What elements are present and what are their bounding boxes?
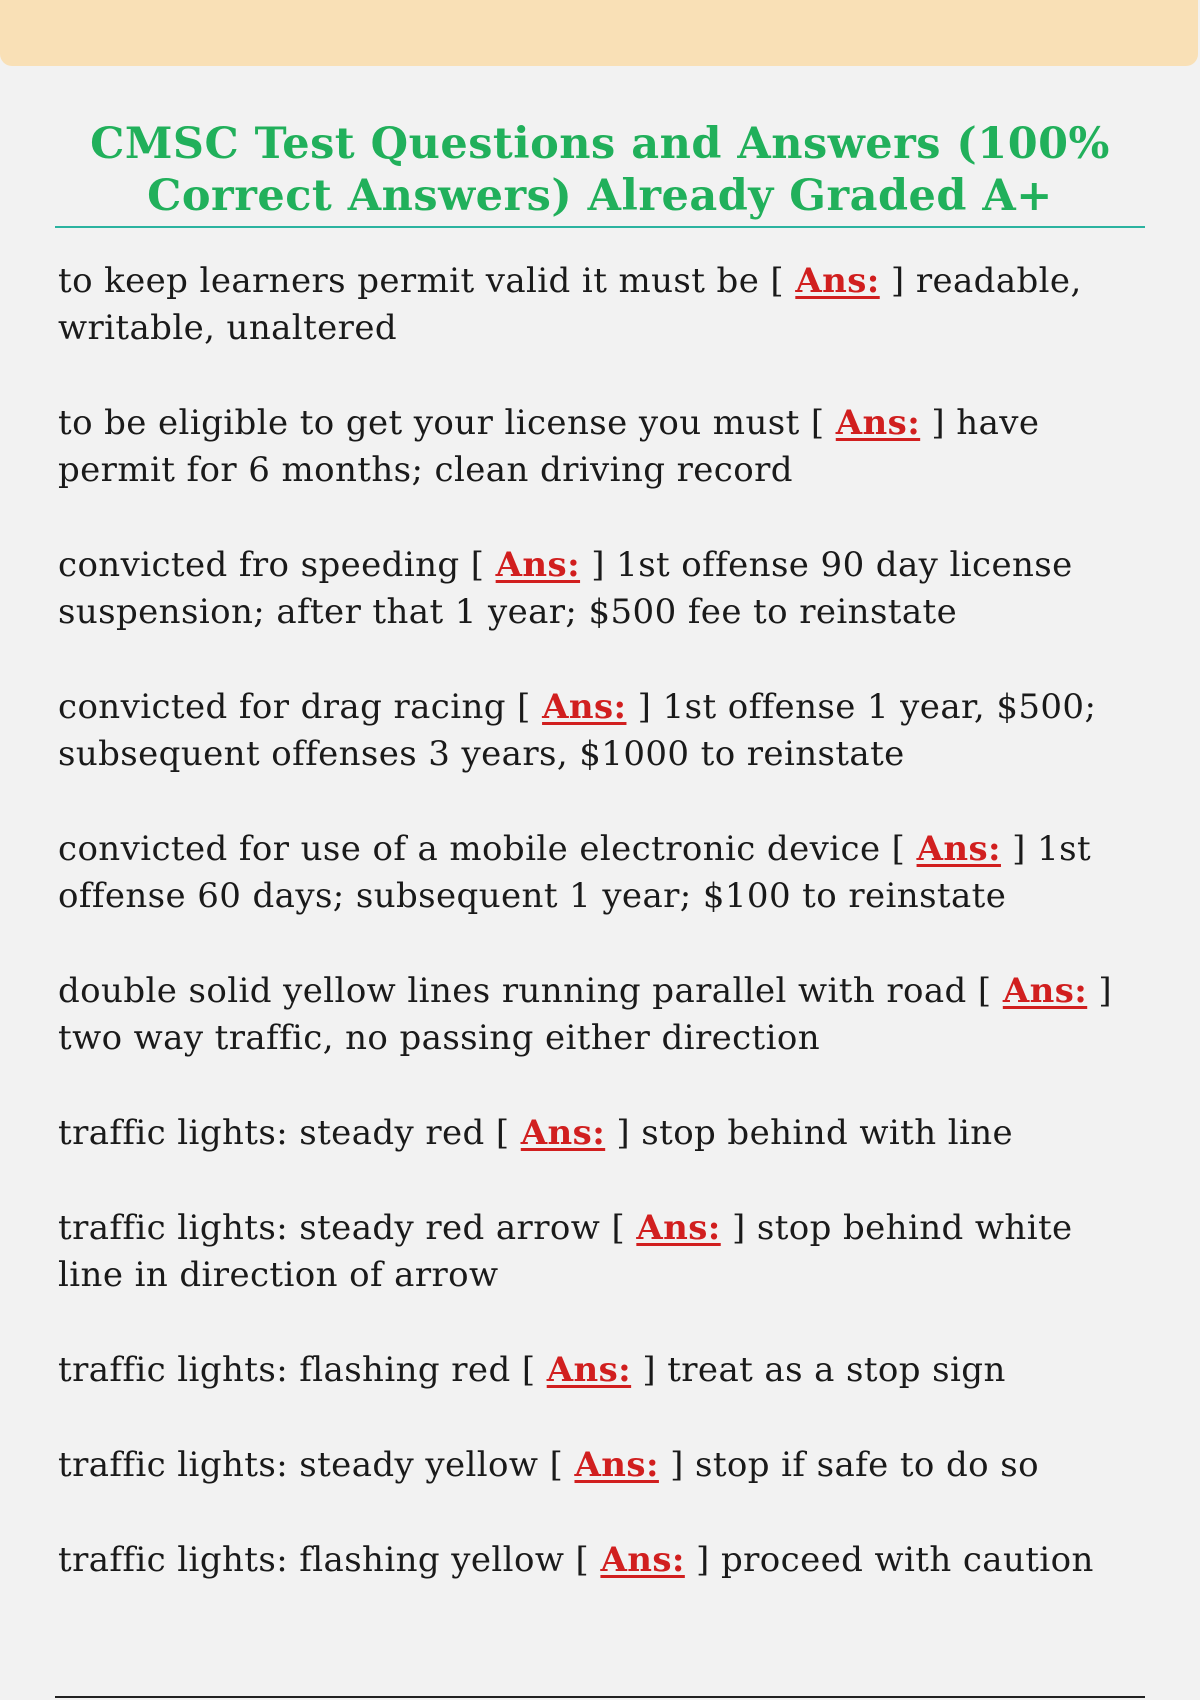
bottom-divider — [55, 1696, 1145, 1698]
qa-item: convicted fro speeding [ Ans: ] 1st offense 90 day license suspension; after that 1 year; $500 fee to reinstate — [58, 545, 1073, 632]
answer-label: Ans: — [546, 1350, 632, 1390]
question-text: traffic lights: flashing yellow — [58, 1540, 565, 1580]
question-text: convicted fro speeding — [58, 545, 460, 585]
answer-label: Ans: — [574, 1445, 659, 1485]
document-title: CMSC Test Questions and Answers (100% Correct Answers) Already Graded A+ — [90, 119, 1110, 221]
answer-label: Ans: — [542, 687, 627, 727]
qa-item: traffic lights: flashing red [ Ans: ] treat as a stop sign — [58, 1350, 1006, 1390]
answer-text: proceed with caution — [720, 1540, 1094, 1580]
qa-item: convicted for drag racing [ Ans: ] 1st offense 1 year, $500; subsequent offenses 3 years, $1000 to reinstate — [58, 687, 1097, 774]
qa-list — [58, 258, 1148, 1632]
qa-item: traffic lights: steady yellow [ Ans: ] stop if safe to do so — [58, 1445, 1039, 1485]
answer-text: 1st offense 90 day license suspension; after that 1 year; $500 fee to reinstate — [58, 545, 1073, 632]
answer-label: Ans: — [520, 1113, 606, 1153]
answer-text: stop behind white line in direction of arrow — [58, 1208, 1073, 1295]
question-text: double solid yellow lines running parallel with road — [58, 971, 967, 1011]
question-text: traffic lights: steady red arrow — [58, 1208, 601, 1248]
answer-text: two way traffic, no passing either direction — [58, 1018, 821, 1058]
answer-label: Ans: — [835, 403, 921, 443]
answer-label: Ans: — [600, 1540, 685, 1580]
answer-text: treat as a stop sign — [667, 1350, 1006, 1390]
answer-label: Ans: — [1002, 971, 1088, 1011]
answer-text: have permit for 6 months; clean driving record — [58, 403, 1040, 490]
question-text: traffic lights: steady red — [58, 1113, 485, 1153]
answer-text: 1st offense 60 days; subsequent 1 year; $100 to reinstate — [58, 829, 1092, 916]
answer-label: Ans: — [636, 1208, 721, 1248]
question-text: traffic lights: flashing red — [58, 1350, 511, 1390]
qa-item: traffic lights: steady red [ Ans: ] stop behind with line — [58, 1113, 1014, 1153]
question-text: convicted for drag racing — [58, 687, 506, 727]
answer-label: Ans: — [916, 829, 1001, 869]
answer-label: Ans: — [495, 545, 581, 585]
answer-text: readable, writable, unaltered — [58, 261, 1082, 348]
qa-item: traffic lights: steady red arrow [ Ans: ] stop behind white line in direction of arrow — [58, 1208, 1073, 1295]
answer-text: stop behind with line — [641, 1113, 1014, 1153]
top-banner — [0, 0, 1198, 66]
answer-text: stop if safe to do so — [695, 1445, 1039, 1485]
qa-item: traffic lights: flashing yellow [ Ans: ] proceed with caution — [58, 1540, 1094, 1580]
question-text: to be eligible to get your license you must — [58, 403, 800, 443]
answer-label: Ans: — [795, 261, 880, 301]
qa-item: to be eligible to get your license you must [ Ans: ] have permit for 6 months; clean driving record — [58, 403, 1040, 490]
answer-text: 1st offense 1 year, $500; subsequent offenses 3 years, $1000 to reinstate — [58, 687, 1097, 774]
question-text: convicted for use of a mobile electronic device — [58, 829, 881, 869]
question-text: traffic lights: steady yellow — [58, 1445, 539, 1485]
question-text: to keep learners permit valid it must be — [58, 261, 760, 301]
qa-item: double solid yellow lines running parallel with road [ Ans: ] two way traffic, no passing either direction — [58, 971, 1113, 1058]
qa-item: convicted for use of a mobile electronic device [ Ans: ] 1st offense 60 days; subsequent 1 year; $100 to reinstate — [58, 829, 1092, 916]
title-divider — [55, 226, 1145, 228]
qa-item: to keep learners permit valid it must be [ Ans: ] readable, writable, unaltered — [58, 261, 1082, 348]
